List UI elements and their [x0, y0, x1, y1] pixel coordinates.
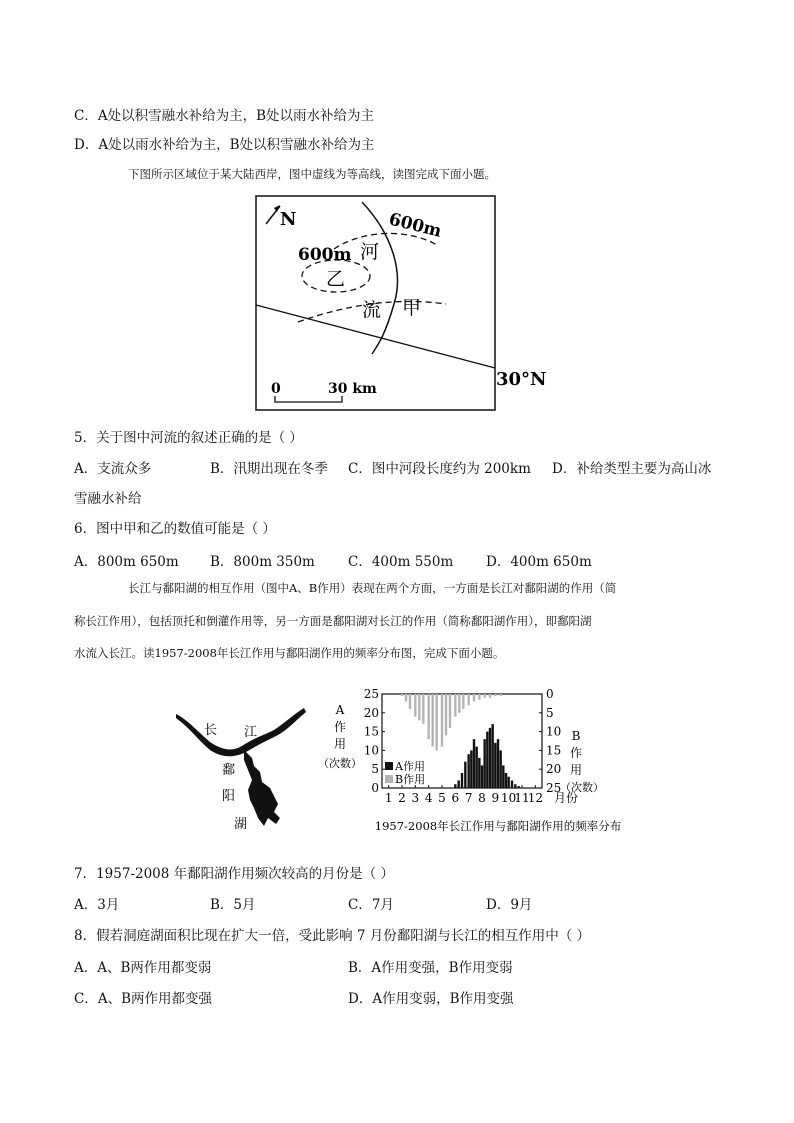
right-axis-label-zuo: 作	[569, 746, 583, 760]
b-bar	[478, 694, 480, 700]
b-bar	[494, 694, 496, 696]
intro-map: 下图所示区域位于某大陆西岸，图中虚线为等高线，读图完成下面小题。	[128, 167, 496, 181]
a-bar	[502, 765, 504, 788]
b-bar	[431, 694, 433, 747]
x-tick-label: 8	[478, 791, 486, 805]
a-bar	[481, 765, 483, 788]
latitude-label: 30°N	[496, 369, 547, 390]
a-bar	[491, 724, 493, 788]
a-bar	[507, 777, 509, 788]
b-bar	[409, 694, 411, 709]
label-hu: 湖	[234, 817, 248, 832]
x-tick-label: 9	[491, 791, 500, 805]
label-yang: 阳	[222, 789, 236, 804]
chart-title: 1957-2008年长江作用与鄱阳湖作用的频率分布	[374, 819, 622, 833]
a-bar	[478, 758, 480, 788]
a-bar	[514, 784, 516, 788]
a-bar	[497, 739, 499, 788]
left-axis-label-unit: （次数）	[318, 757, 362, 770]
left-axis-label-yong: 用	[333, 737, 347, 751]
legend-a-label: A作用	[395, 760, 425, 773]
a-bar	[467, 754, 469, 788]
x-tick-label: 10	[501, 791, 517, 805]
q5-option-d-cont: 雪融水补给	[74, 491, 142, 507]
region-map	[254, 194, 554, 414]
q4-option-c: C．A处以积雪融水补给为主，B处以雨水补给为主	[74, 108, 374, 124]
q6-option-c: C．400m 550m	[348, 554, 454, 570]
label-he: 河	[360, 241, 380, 263]
q7-option-d: D．9月	[486, 897, 533, 913]
poyang-lake-map	[170, 700, 320, 840]
q8-stem: 8．假若洞庭湖面积比现在扩大一倍，受此影响 7 月份鄱阳湖与长江的相互作用中（ ）	[74, 928, 591, 944]
b-bar	[427, 694, 429, 739]
contour-label-upper: 600m	[386, 209, 444, 242]
b-bar	[418, 694, 420, 720]
q6-option-d: D．400m 650m	[486, 554, 592, 570]
q8-option-b: B．A作用变强，B作用变弱	[348, 960, 513, 976]
q5-option-a: A．支流众多	[74, 461, 152, 477]
left-tick-label: 20	[363, 705, 379, 720]
q8-option-a: A．A、B两作用都变弱	[74, 960, 212, 976]
label-jiang: 江	[244, 725, 258, 740]
q7-option-a: A．3月	[74, 897, 120, 913]
right-tick-label: 0	[546, 687, 554, 701]
label-chang: 长	[204, 723, 218, 738]
right-axis-label-yong: 用	[569, 763, 583, 777]
q6-stem: 6．图中甲和乙的数值可能是（ ）	[74, 521, 276, 537]
scale-zero: 0	[271, 381, 281, 397]
intro-lake-1: 长江与鄱阳湖的相互作用（图中A、B作用）表现在两个方面，一方面是长江对鄱阳湖的作用（简	[128, 581, 617, 595]
label-jia: 甲	[402, 297, 422, 319]
x-tick-label: 7	[464, 791, 473, 805]
right-tick-label: 15	[546, 743, 562, 758]
a-bar	[473, 739, 475, 788]
right-axis-label-b: B	[571, 729, 581, 743]
a-bar	[461, 773, 463, 788]
legend-b-label: B作用	[395, 773, 426, 786]
b-bar	[449, 694, 451, 728]
poyang-lake	[244, 750, 280, 826]
b-bar	[483, 694, 485, 698]
a-bar	[470, 750, 472, 788]
a-bar	[483, 739, 485, 788]
q7-option-c: C．7月	[348, 897, 394, 913]
left-tick-label: 0	[371, 781, 379, 795]
right-axis-label-unit: （次数）	[560, 781, 604, 794]
x-tick-label: 6	[451, 791, 460, 805]
q5-option-d: D．补给类型主要为高山冰	[552, 461, 712, 477]
label-yi: 乙	[326, 268, 346, 290]
a-bar	[517, 786, 519, 788]
q5-stem: 5．关于图中河流的叙述正确的是（ ）	[74, 430, 303, 446]
left-tick-label: 25	[363, 687, 379, 701]
x-tick-label: 11	[514, 791, 530, 805]
b-bar	[467, 694, 469, 705]
a-bar	[464, 762, 466, 788]
b-bar	[473, 694, 475, 702]
q6-option-a: A．800m 650m	[74, 554, 179, 570]
b-bar	[405, 694, 407, 702]
a-bar	[486, 732, 488, 788]
q8-option-c: C．A、B两作用都变强	[74, 991, 212, 1007]
contour-label-left: 600m	[298, 245, 352, 265]
scale-label: 30 km	[328, 381, 377, 397]
b-bar	[454, 694, 456, 717]
b-bar	[445, 694, 447, 735]
left-axis-label-a: A	[335, 703, 345, 717]
left-tick-label: 15	[363, 724, 379, 739]
b-bar	[458, 694, 460, 713]
yangtze-river	[176, 708, 306, 756]
right-tick-label: 5	[546, 705, 554, 720]
b-bar	[441, 694, 443, 747]
left-tick-label: 5	[371, 762, 379, 777]
label-po: 鄱	[222, 763, 236, 778]
x-tick-label: 5	[438, 791, 446, 805]
b-bar	[462, 694, 464, 709]
a-bar	[511, 780, 513, 788]
x-tick-label: 2	[398, 791, 406, 805]
intro-lake-3: 水流入长江。读1957-2008年长江作用与鄱阳湖作用的频率分布图，完成下面小题。	[74, 646, 505, 660]
q5-option-c: C．图中河段长度约为 200km	[348, 461, 531, 477]
b-bar	[435, 694, 437, 750]
right-tick-label: 20	[546, 762, 562, 777]
x-tick-label: 4	[424, 791, 433, 805]
x-tick-label: 12	[527, 791, 543, 805]
b-bar	[414, 694, 416, 717]
b-bar	[422, 694, 424, 724]
left-tick-label: 10	[363, 743, 379, 758]
q4-option-d: D．A处以雨水补给为主，B处以积雪融水补给为主	[74, 137, 375, 153]
q7-stem: 7．1957-2008 年鄱阳湖作用频次较高的月份是（ ）	[74, 866, 394, 882]
intro-lake-2: 称长江作用），包括顶托和倒灌作用等，另一方面是鄱阳湖对长江的作用（简称鄱阳湖作用），即鄱阳湖	[74, 614, 592, 628]
label-liu: 流	[362, 299, 382, 321]
x-unit-label: 月份	[554, 791, 579, 805]
a-bar	[499, 750, 501, 788]
x-tick-label: 3	[411, 791, 420, 805]
a-bar	[494, 743, 496, 788]
a-bar	[505, 773, 507, 788]
a-bar	[475, 747, 477, 788]
b-bar	[401, 694, 403, 696]
north-label: N	[280, 209, 297, 230]
b-bar	[499, 694, 501, 696]
q8-option-d: D．A作用变弱，B作用变强	[348, 991, 514, 1007]
a-bar	[454, 784, 456, 788]
x-tick-label: 1	[384, 791, 393, 805]
right-tick-label: 10	[546, 724, 562, 739]
q6-option-b: B．800m 350m	[210, 554, 315, 570]
a-bar	[457, 780, 459, 788]
b-bar	[489, 694, 491, 698]
q5-option-b: B．汛期出现在冬季	[210, 461, 328, 477]
right-tick-label: 25	[546, 781, 562, 795]
a-bar	[489, 728, 491, 788]
frequency-chart	[310, 684, 630, 836]
q7-option-b: B．5月	[210, 897, 256, 913]
legend-a-swatch	[385, 762, 393, 770]
left-axis-label-zuo: 作	[333, 720, 347, 734]
legend-b-swatch	[385, 775, 393, 783]
